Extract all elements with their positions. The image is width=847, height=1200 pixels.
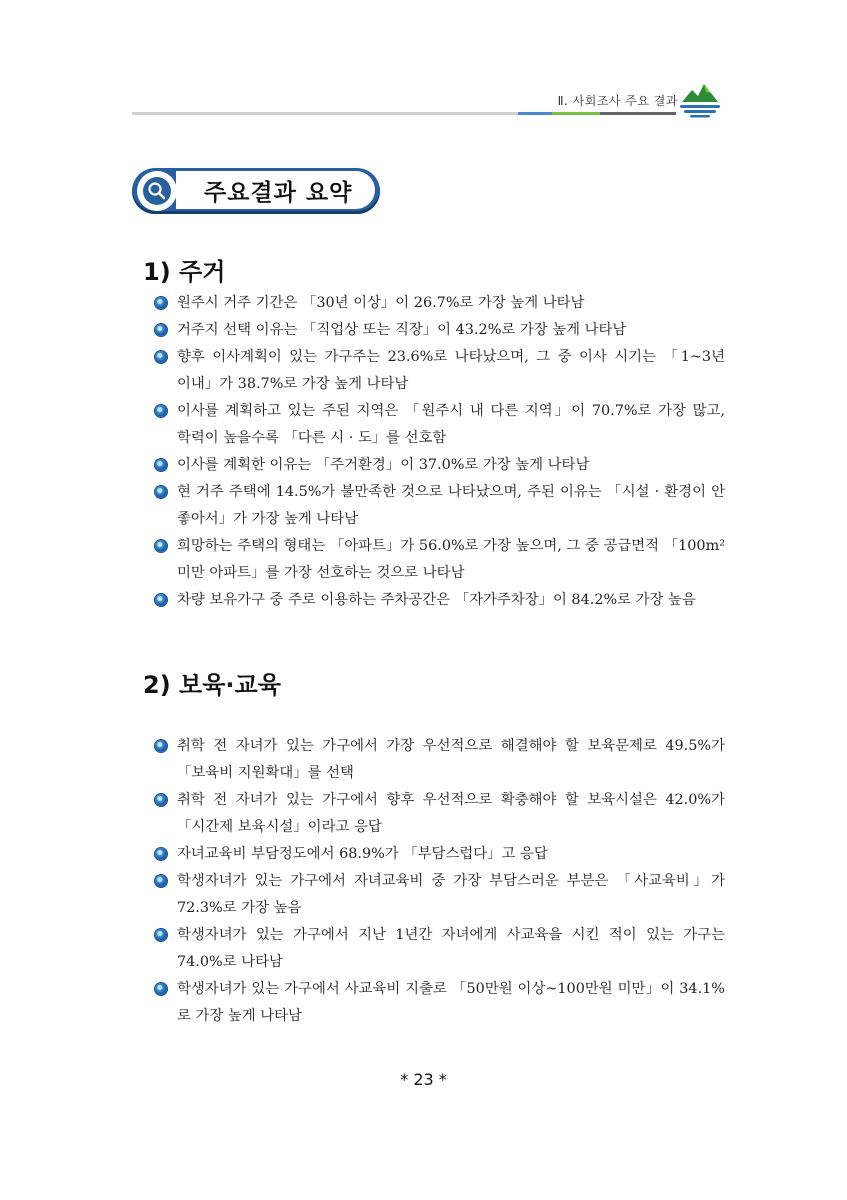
bullet-icon: [155, 929, 167, 941]
bullet-icon: [155, 405, 167, 417]
bullet-icon: [155, 540, 167, 552]
list-item: 학생자녀가 있는 가구에서 지난 1년간 자녀에게 사교육을 시킨 적이 있는 가구는 74.0%로 나타남: [155, 922, 725, 976]
list-item: 취학 전 자녀가 있는 가구에서 가장 우선적으로 해결해야 할 보육문제로 49.5%가 「보육비 지원확대」를 선택: [155, 733, 725, 787]
header-rule: [132, 112, 518, 115]
housing-findings-list: [155, 290, 725, 614]
page-title: 주요결과 요약: [176, 171, 375, 209]
bullet-icon: [155, 486, 167, 498]
list-item: 차량 보유가구 중 주로 이용하는 주차공간은 「자가주차장」이 84.2%로 가장 높음: [155, 587, 725, 614]
bullet-icon: [155, 297, 167, 309]
list-item: 이사를 계획한 이유는 「주거환경」이 37.0%로 가장 높게 나타남: [155, 452, 725, 479]
bullet-icon: [155, 351, 167, 363]
running-header: Ⅱ. 사회조사 주요 결과: [557, 94, 678, 108]
list-item: 현 거주 주택에 14.5%가 불만족한 것으로 나타났으며, 주된 이유는 「시설 · 환경이 안 좋아서」가 가장 높게 나타남: [155, 479, 725, 533]
header-rule-accent-dark: [600, 112, 676, 115]
list-item: 이사를 계획하고 있는 주된 지역은 「원주시 내 다른 지역」이 70.7%로 가장 많고, 학력이 높을수록 「다른 시 · 도」를 선호함: [155, 398, 725, 452]
list-item: 희망하는 주택의 형태는 「아파트」가 56.0%로 가장 높으며, 그 중 공급면적 「100m² 미만 아파트」를 가장 선호하는 것으로 나타남: [155, 533, 725, 587]
bullet-icon: [155, 324, 167, 336]
bullet-icon: [155, 594, 167, 606]
summary-title-banner: [132, 168, 380, 214]
bullet-icon: [155, 983, 167, 995]
list-item: 거주지 선택 이유는 「직업상 또는 직장」이 43.2%로 가장 높게 나타남: [155, 317, 725, 344]
header-rule-accent-blue: [518, 112, 552, 115]
list-item: 원주시 거주 기간은 「30년 이상」이 26.7%로 가장 높게 나타남: [155, 290, 725, 317]
bullet-icon: [155, 794, 167, 806]
list-item: 학생자녀가 있는 가구에서 자녀교육비 중 가장 부담스러운 부분은 「사교육비」가 72.3%로 가장 높음: [155, 868, 725, 922]
list-item: 자녀교육비 부담정도에서 68.9%가 「부담스럽다」고 응답: [155, 841, 725, 868]
childcare-education-findings-list: [155, 733, 725, 1030]
list-item: 학생자녀가 있는 가구에서 사교육비 지출로 「50만원 이상~100만원 미만」이 34.1%로 가장 높게 나타남: [155, 976, 725, 1030]
bullet-icon: [155, 875, 167, 887]
magnifier-icon: [137, 171, 177, 211]
page-number: * 23 *: [400, 1070, 447, 1089]
bullet-icon: [155, 459, 167, 471]
section-heading-housing: 1) 주거: [143, 258, 226, 286]
mountain-river-logo-icon: [678, 80, 722, 120]
list-item: 향후 이사계획이 있는 가구주는 23.6%로 나타났으며, 그 중 이사 시기는 「1~3년 이내」가 38.7%로 가장 높게 나타남: [155, 344, 725, 398]
list-item: 취학 전 자녀가 있는 가구에서 향후 우선적으로 확충해야 할 보육시설은 42.0%가 「시간제 보육시설」이라고 응답: [155, 787, 725, 841]
bullet-icon: [155, 740, 167, 752]
header-rule-accent-green: [552, 112, 600, 115]
bullet-icon: [155, 848, 167, 860]
section-heading-childcare-education: 2) 보육·교육: [143, 671, 281, 699]
